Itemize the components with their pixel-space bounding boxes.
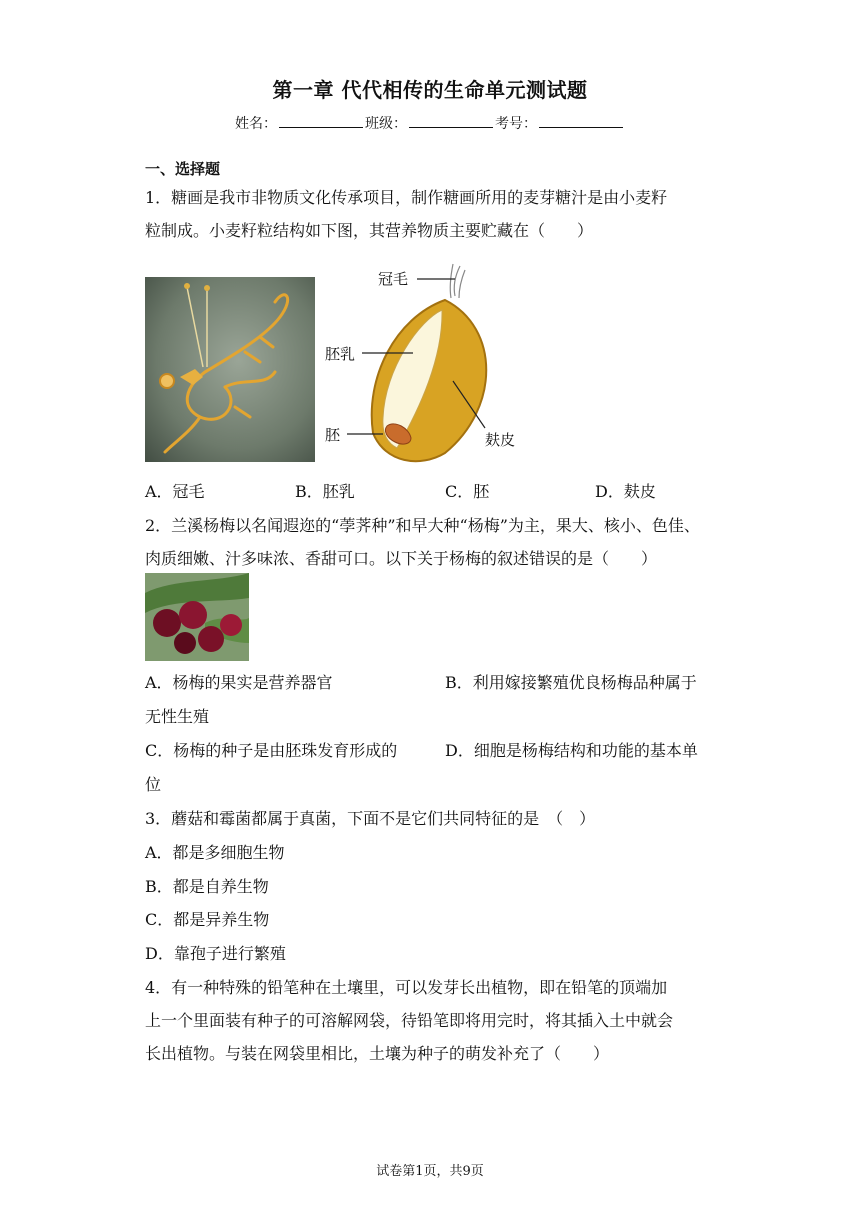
q3-option-a[interactable]: A．都是多细胞生物 (145, 843, 285, 862)
name-label: 姓名： (235, 116, 277, 132)
q1-option-d[interactable]: D．麸皮 (595, 482, 656, 501)
q2-option-c[interactable]: C．杨梅的种子是由胚珠发育形成的 (145, 741, 398, 760)
name-blank[interactable] (279, 114, 363, 128)
q3-option-b[interactable]: B．都是自养生物 (145, 877, 269, 896)
label-pei: 胚 (325, 426, 341, 444)
label-fupi: 麸皮 (485, 431, 516, 449)
q1-stem-line1: 1．糖画是我市非物质文化传承项目，制作糖画所用的麦芽糖汁是由小麦籽 (145, 188, 668, 207)
q2-option-d-cont: 位 (145, 775, 162, 794)
q1-option-a[interactable]: A．冠毛 (145, 482, 205, 501)
student-info-line (0, 113, 860, 133)
page-footer: 试卷第1页，共9页 (376, 1164, 484, 1179)
label-guanmao: 冠毛 (378, 270, 409, 288)
q2-option-b-cont: 无性生殖 (145, 707, 210, 726)
class-label: 班级： (365, 116, 407, 132)
exam-number-label: 考号： (495, 116, 537, 132)
section-heading: 一、选择题 (145, 160, 221, 178)
q4-stem-line3: 长出植物。与装在网袋里相比，土壤为种子的萌发补充了（ ） (145, 1044, 610, 1063)
q4-stem-line2: 上一个里面装有种子的可溶解网袋，待铅笔即将用完时，将其插入土中就会 (145, 1011, 674, 1030)
wheat-grain-diagram (325, 258, 525, 468)
exam-number-blank[interactable] (539, 114, 623, 128)
class-blank[interactable] (409, 114, 493, 128)
q2-stem-line2: 肉质细嫩、汁多味浓、香甜可口。以下关于杨梅的叙述错误的是（ ） (145, 549, 658, 568)
sugar-dragon-image (145, 277, 315, 462)
bayberry-image (145, 573, 249, 661)
q3-option-d[interactable]: D．靠孢子进行繁殖 (145, 944, 286, 963)
page-title: 第一章 代代相传的生命单元测试题 (272, 78, 588, 102)
q3-option-c[interactable]: C．都是异养生物 (145, 910, 270, 929)
q2-option-b[interactable]: B．利用嫁接繁殖优良杨梅品种属于 (445, 673, 697, 692)
q1-option-b[interactable]: B．胚乳 (295, 482, 355, 501)
q2-option-d[interactable]: D．细胞是杨梅结构和功能的基本单 (445, 741, 698, 760)
label-peiru: 胚乳 (325, 345, 356, 363)
q2-option-a[interactable]: A．杨梅的果实是营养器官 (145, 673, 333, 692)
q4-stem-line1: 4．有一种特殊的铅笔种在土壤里，可以发芽长出植物，即在铅笔的顶端加 (145, 978, 668, 997)
q2-stem-line1: 2．兰溪杨梅以名闻遐迩的“荸荠种”和早大种“杨梅”为主，果大、核小、色佳、 (145, 516, 700, 535)
q1-option-c[interactable]: C．胚 (445, 482, 490, 501)
q3-stem: 3．蘑菇和霉菌都属于真菌，下面不是它们共同特征的是 （ ） (145, 809, 596, 828)
q1-stem-line2: 粒制成。小麦籽粒结构如下图，其营养物质主要贮藏在（ ） (145, 221, 594, 240)
